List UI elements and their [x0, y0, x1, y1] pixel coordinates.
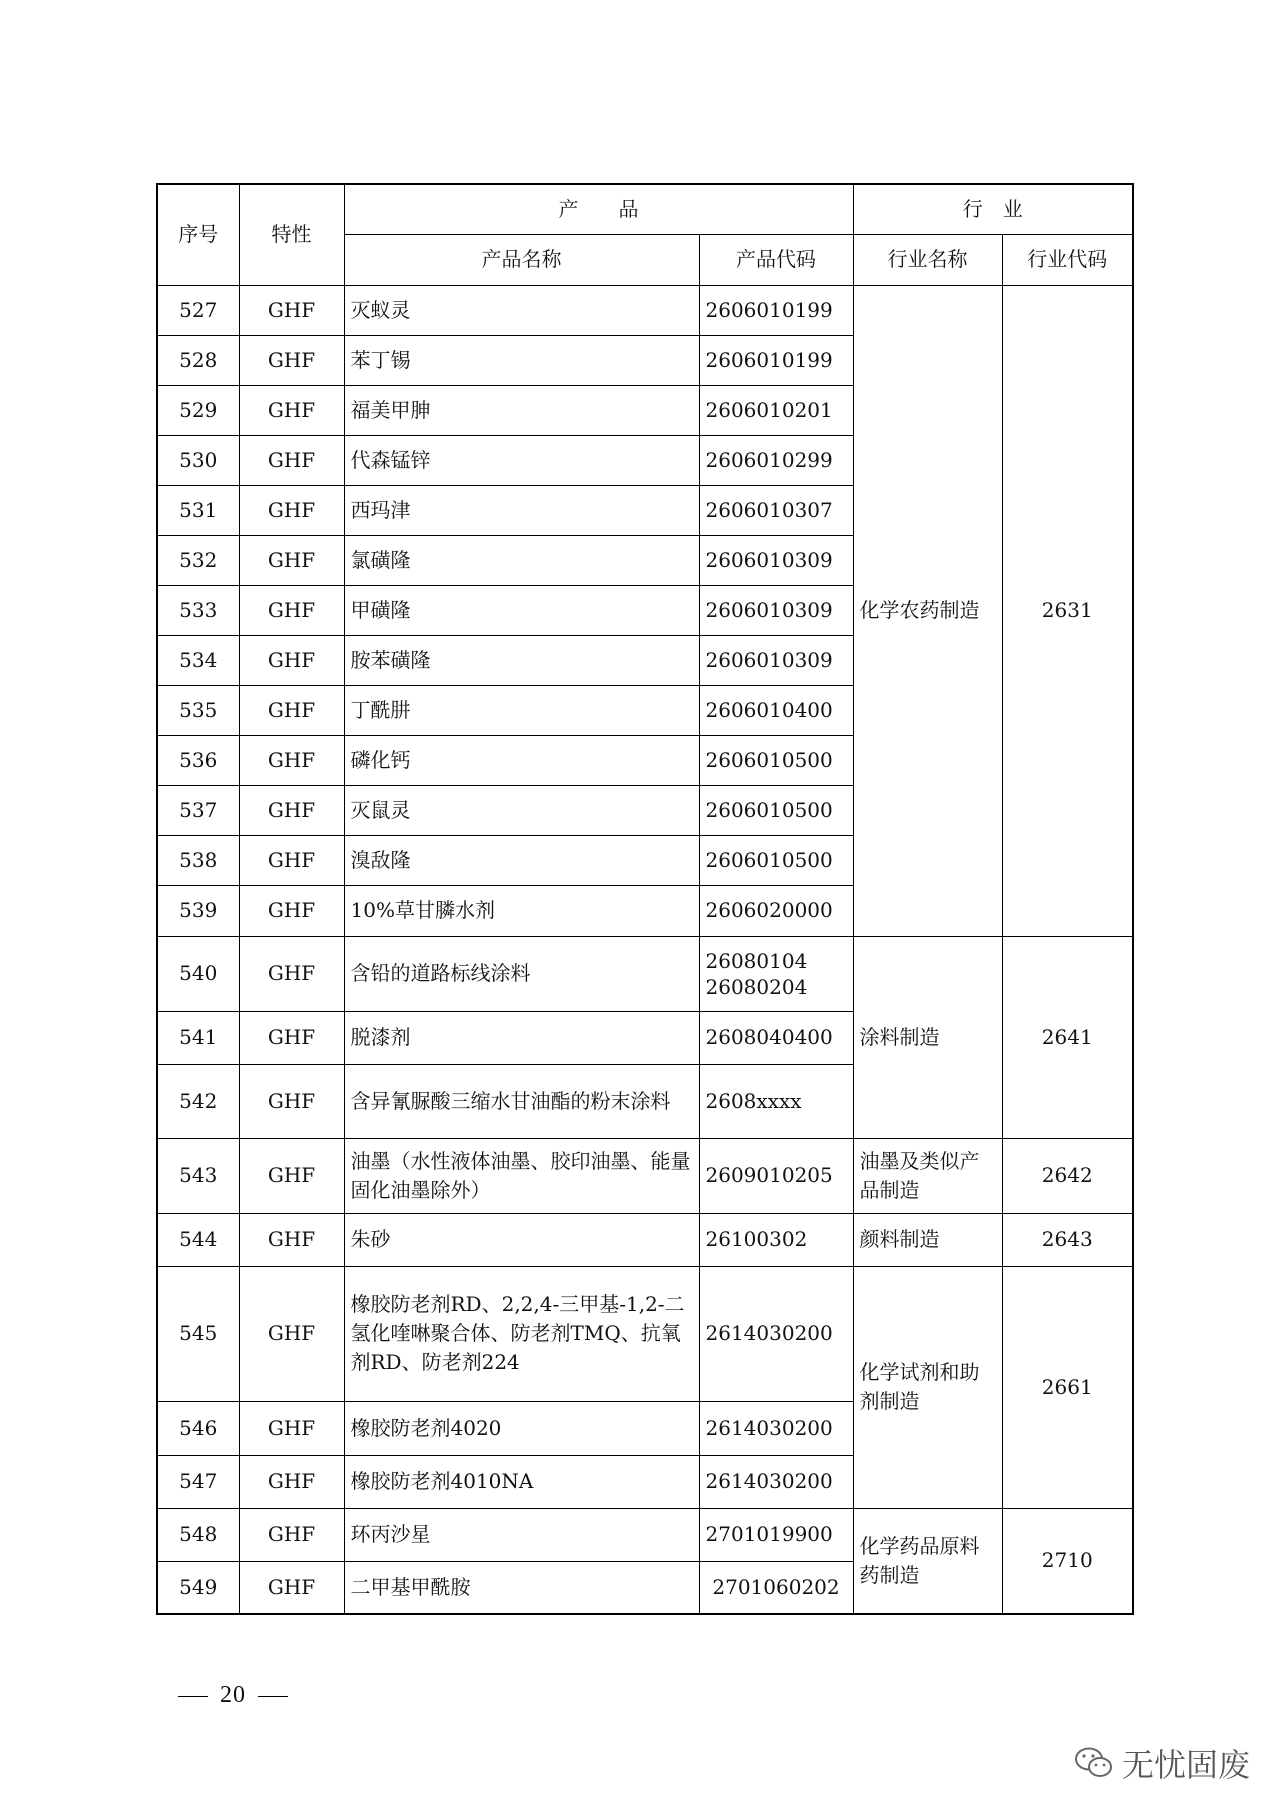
product-name-cell: 磷化钙 [344, 735, 699, 785]
product-code-cell: 2606010199 [699, 335, 853, 385]
feature-cell: GHF [239, 585, 344, 635]
header-industry-name: 行业名称 [853, 234, 1002, 285]
seq-cell: 546 [157, 1401, 239, 1455]
feature-cell: GHF [239, 435, 344, 485]
table-row [157, 1138, 1133, 1213]
seq-cell: 533 [157, 585, 239, 635]
product-code-cell: 2701019900 [699, 1508, 853, 1561]
seq-cell: 530 [157, 435, 239, 485]
header-product-name: 产品名称 [344, 234, 699, 285]
seq-cell: 539 [157, 885, 239, 936]
seq-cell: 549 [157, 1561, 239, 1614]
industry-name-cell: 颜料制造 [853, 1213, 1002, 1266]
product-code-cell: 2614030200 [699, 1266, 853, 1401]
product-code-cell: 2606010299 [699, 435, 853, 485]
industry-code-cell: 2641 [1002, 936, 1133, 1138]
table-row [157, 936, 1133, 1011]
product-code-cell: 26100302 [699, 1213, 853, 1266]
product-name-cell: 含异氰脲酸三缩水甘油酯的粉末涂料 [344, 1064, 699, 1138]
seq-cell: 529 [157, 385, 239, 435]
feature-cell: GHF [239, 885, 344, 936]
header-product-code: 产品代码 [699, 234, 853, 285]
feature-cell: GHF [239, 936, 344, 1011]
seq-cell: 541 [157, 1011, 239, 1064]
product-code-cell: 2606010201 [699, 385, 853, 435]
product-code-cell: 2606010199 [699, 285, 853, 335]
table-row [157, 1213, 1133, 1266]
product-name-cell: 丁酰肼 [344, 685, 699, 735]
product-code-cell: 2606010500 [699, 785, 853, 835]
feature-cell: GHF [239, 1455, 344, 1508]
seq-cell: 538 [157, 835, 239, 885]
industry-name-cell: 化学农药制造 [853, 285, 1002, 936]
product-name-cell: 含铅的道路标线涂料 [344, 936, 699, 1011]
product-name-cell: 10%草甘膦水剂 [344, 885, 699, 936]
page-number-text: 20 [220, 1682, 246, 1708]
product-code-cell: 2606010309 [699, 635, 853, 685]
watermark-text: 无忧固废 [1121, 1746, 1250, 1784]
product-name-cell: 环丙沙星 [344, 1508, 699, 1561]
product-code-cell: 2606020000 [699, 885, 853, 936]
seq-cell: 548 [157, 1508, 239, 1561]
header-product: 产 品 [344, 184, 853, 234]
product-name-cell: 橡胶防老剂4020 [344, 1401, 699, 1455]
product-name-cell: 橡胶防老剂4010NA [344, 1455, 699, 1508]
product-name-cell: 苯丁锡 [344, 335, 699, 385]
seq-cell: 547 [157, 1455, 239, 1508]
product-name-cell: 甲磺隆 [344, 585, 699, 635]
industry-code-cell: 2642 [1002, 1138, 1133, 1213]
product-name-cell: 灭蚁灵 [344, 285, 699, 335]
product-name-cell: 油墨（水性液体油墨、胶印油墨、能量固化油墨除外） [344, 1138, 699, 1213]
product-code-cell: 2608xxxx [699, 1064, 853, 1138]
watermark [1074, 1740, 1250, 1786]
seq-cell: 527 [157, 285, 239, 335]
feature-cell: GHF [239, 635, 344, 685]
header-industry-code: 行业代码 [1002, 234, 1133, 285]
seq-cell: 537 [157, 785, 239, 835]
feature-cell: GHF [239, 685, 344, 735]
feature-cell: GHF [239, 1401, 344, 1455]
table-row [157, 1508, 1133, 1561]
wechat-icon [1074, 1746, 1114, 1780]
product-code-cell: 2606010309 [699, 535, 853, 585]
seq-cell: 545 [157, 1266, 239, 1401]
feature-cell: GHF [239, 785, 344, 835]
product-code-cell: 26080104 26080204 [699, 936, 853, 1011]
product-name-cell: 灭鼠灵 [344, 785, 699, 835]
feature-cell: GHF [239, 1266, 344, 1401]
feature-cell: GHF [239, 485, 344, 535]
product-name-cell: 西玛津 [344, 485, 699, 535]
dash-right [258, 1696, 288, 1697]
seq-cell: 534 [157, 635, 239, 685]
product-code-cell: 2606010500 [699, 735, 853, 785]
table-row [157, 1266, 1133, 1401]
industry-name-cell: 化学药品原料药制造 [853, 1508, 1002, 1614]
product-code-cell: 2701060202 [699, 1561, 853, 1614]
product-code-cell: 2609010205 [699, 1138, 853, 1213]
industry-name-cell: 涂料制造 [853, 936, 1002, 1138]
product-code-cell: 2608040400 [699, 1011, 853, 1064]
product-name-cell: 氯磺隆 [344, 535, 699, 585]
product-code-cell: 2606010400 [699, 685, 853, 735]
product-name-cell: 溴敌隆 [344, 835, 699, 885]
product-name-cell: 朱砂 [344, 1213, 699, 1266]
feature-cell: GHF [239, 835, 344, 885]
product-code-cell: 2614030200 [699, 1455, 853, 1508]
seq-cell: 542 [157, 1064, 239, 1138]
feature-cell: GHF [239, 535, 344, 585]
seq-cell: 532 [157, 535, 239, 585]
product-table [156, 183, 1134, 1615]
industry-code-cell: 2661 [1002, 1266, 1133, 1508]
feature-cell: GHF [239, 1138, 344, 1213]
page-number [166, 1682, 300, 1709]
seq-cell: 543 [157, 1138, 239, 1213]
feature-cell: GHF [239, 385, 344, 435]
product-name-cell: 二甲基甲酰胺 [344, 1561, 699, 1614]
industry-code-cell: 2643 [1002, 1213, 1133, 1266]
product-name-cell: 代森锰锌 [344, 435, 699, 485]
seq-cell: 536 [157, 735, 239, 785]
seq-cell: 531 [157, 485, 239, 535]
product-name-cell: 橡胶防老剂RD、2,2,4-三甲基-1,2-二氢化喹啉聚合体、防老剂TMQ、抗氧剂RD、防老剂224 [344, 1266, 699, 1401]
product-name-cell: 福美甲胂 [344, 385, 699, 435]
header-industry: 行 业 [853, 184, 1133, 234]
seq-cell: 544 [157, 1213, 239, 1266]
product-code-cell: 2606010500 [699, 835, 853, 885]
product-name-cell: 脱漆剂 [344, 1011, 699, 1064]
industry-code-cell: 2631 [1002, 285, 1133, 936]
product-code-cell: 2606010309 [699, 585, 853, 635]
industry-name-cell: 化学试剂和助剂制造 [853, 1266, 1002, 1508]
product-code-cell: 2606010307 [699, 485, 853, 535]
seq-cell: 535 [157, 685, 239, 735]
dash-left [178, 1696, 208, 1697]
seq-cell: 540 [157, 936, 239, 1011]
seq-cell: 528 [157, 335, 239, 385]
feature-cell: GHF [239, 1508, 344, 1561]
header-seq: 序号 [157, 184, 239, 285]
header-feature: 特性 [239, 184, 344, 285]
feature-cell: GHF [239, 1011, 344, 1064]
product-code-cell: 2614030200 [699, 1401, 853, 1455]
table-row [157, 285, 1133, 335]
feature-cell: GHF [239, 735, 344, 785]
industry-code-cell: 2710 [1002, 1508, 1133, 1614]
feature-cell: GHF [239, 1561, 344, 1614]
industry-name-cell: 油墨及类似产品制造 [853, 1138, 1002, 1213]
feature-cell: GHF [239, 335, 344, 385]
feature-cell: GHF [239, 1213, 344, 1266]
feature-cell: GHF [239, 1064, 344, 1138]
feature-cell: GHF [239, 285, 344, 335]
product-name-cell: 胺苯磺隆 [344, 635, 699, 685]
